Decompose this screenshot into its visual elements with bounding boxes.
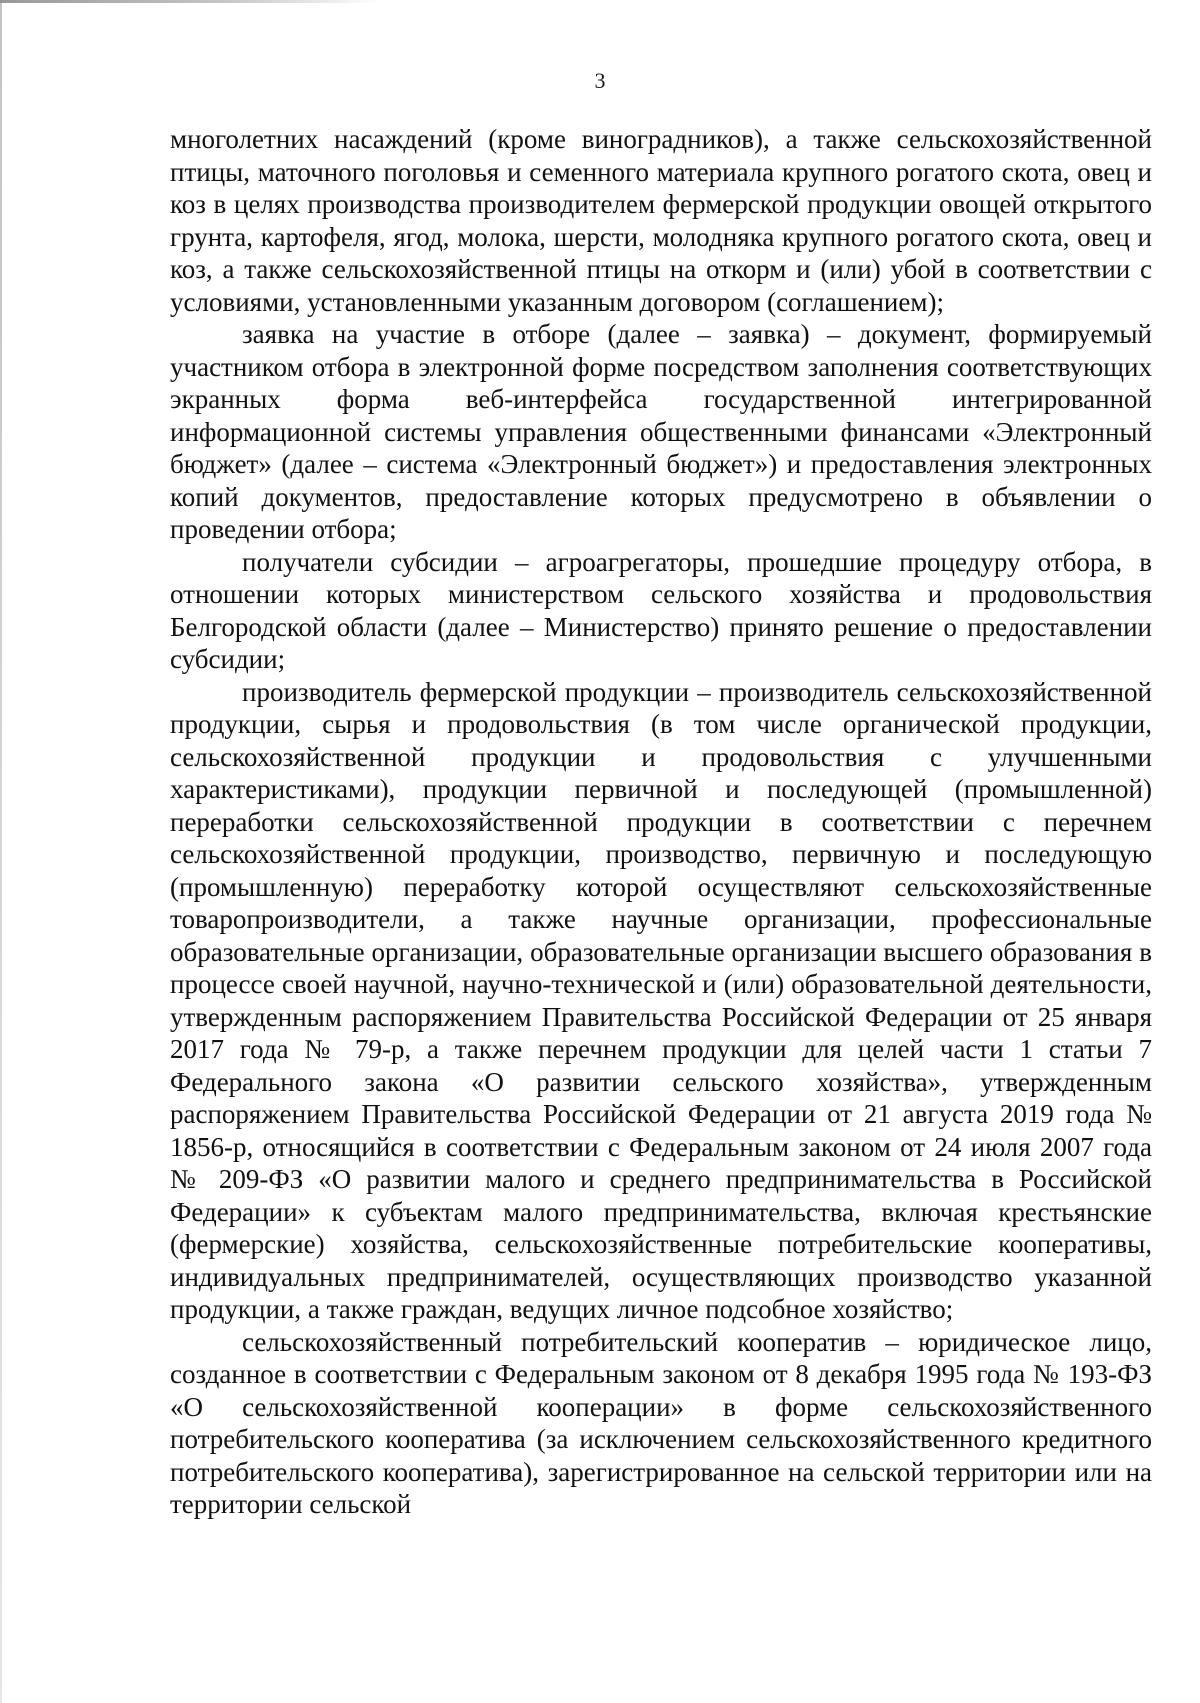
paragraph-1: многолетних насаждений (кроме виноградников), а также сельскохозяйственной птицы, маточного поголовья и семенного материала крупного рогатого скота, овец и коз в целях производства производителем фермерской продукции овощей открытого грунта, картофеля, ягод, молока, шерсти, молодняка крупного рогатого скота, овец и коз, а также сельскохозяйственной птицы на откорм и (или) убой в соответствии с условиями, установленными указанным договором (соглашением); (170, 124, 1152, 317)
document-body (170, 123, 1152, 1521)
paragraph-2: заявка на участие в отборе (далее – заявка) – документ, формируемый участником отбора в электронной форме посредством заполнения соответствующих экранных форма веб-интерфейса государственной интегрированной информационной системы управления общественными финансами «Электронный бюджет» (далее – система «Электронный бюджет») и предоставления электронных копий документов, предоставление которых предусмотрено в объявлении о проведении отбора; (170, 319, 1152, 544)
page-number: 3 (594, 68, 606, 93)
paragraph-5: сельскохозяйственный потребительский кооператив – юридическое лицо, созданное в соответствии с Федеральным законом от 8 декабря 1995 года № 193-ФЗ «О сельскохозяйственной кооперации» в форме сельскохозяйственного потребительского кооператива (за исключением сельскохозяйственного кредитного потребительского кооператива), зарегистрированное на сельской территории или на территории сельской (170, 1326, 1152, 1519)
scan-edge-top (0, 0, 380, 3)
paragraph-3: получатели субсидии – агроагрегаторы, прошедшие процедуру отбора, в отношении которых министерством сельского хозяйства и продовольствия Белгородской области (далее – Министерство) принято решение о предоставлении субсидии; (170, 546, 1152, 674)
paragraph-4: производитель фермерской продукции – производитель сельскохозяйственной продукции, сырья и продовольствия (в том числе органической продукции, сельскохозяйственной продукции и продовольствия с улучшенными характеристиками), продукции первичной и последующей (промышленной) переработки сельскохозяйственной продукции в соответствии с перечнем сельскохозяйственной продукции, производство, первичную и последующую (промышленную) переработку которой осуществляют сельскохозяйственные товаропроизводители, а также научные организации, профессиональные образовательные организации, образовательные организации высшего образования в процессе своей научной, научно-технической и (или) образовательной деятельности, утвержденным распоряжением Правительства Российской Федерации от 25 января 2017 года № 79-р, а также перечнем продукции для целей части 1 статьи 7 Федерального закона «О развитии сельского хозяйства», утвержденным распоряжением Правительства Российской Федерации от 21 августа 2019 года № 1856-р, относящийся в соответствии с Федеральным законом от 24 июля 2007 года № 209-ФЗ «О развитии малого и среднего предпринимательства в Российской Федерации» к субъектам малого предпринимательства, включая крестьянские (фермерские) хозяйства, сельскохозяйственные потребительские кооперативы, индивидуальных предпринимателей, осуществляющих производство указанной продукции, а также граждан, ведущих личное подсобное хозяйство; (170, 676, 1152, 1324)
scan-edge-left (0, 0, 2, 1703)
